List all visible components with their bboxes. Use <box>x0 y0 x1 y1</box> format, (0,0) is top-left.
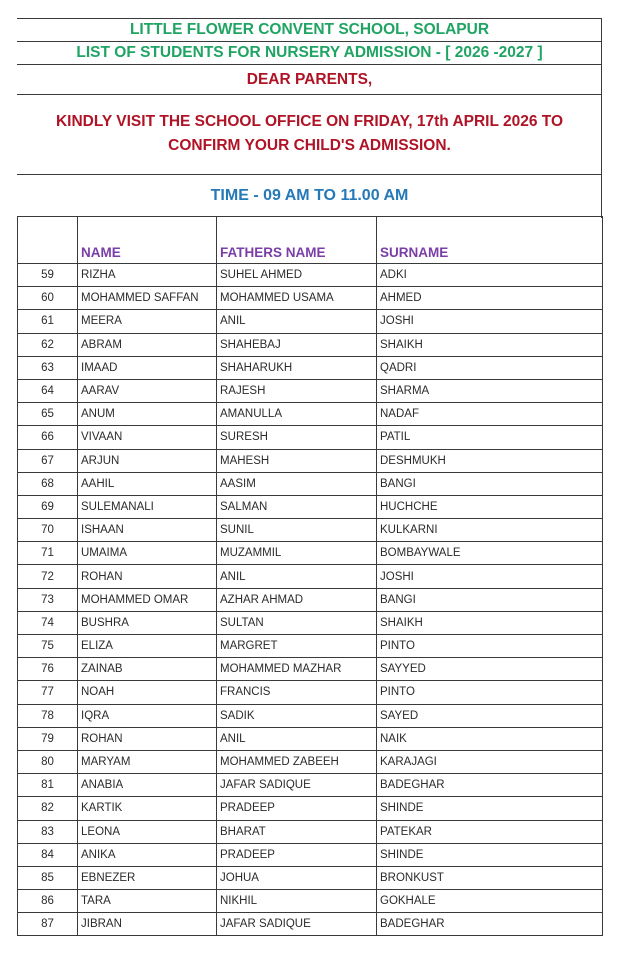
table-row <box>18 310 603 333</box>
student-name: TARA <box>78 890 217 913</box>
table-row <box>18 356 603 379</box>
surname: SAYED <box>377 704 603 727</box>
serial-number: 60 <box>18 287 78 310</box>
student-table <box>17 216 603 936</box>
serial-number: 83 <box>18 820 78 843</box>
student-name: NOAH <box>78 681 217 704</box>
serial-number: 74 <box>18 611 78 634</box>
divider <box>17 41 602 42</box>
serial-number: 66 <box>18 426 78 449</box>
surname: SAYYED <box>377 658 603 681</box>
fathers-name: SHAHEBAJ <box>217 333 377 356</box>
student-name: MARYAM <box>78 750 217 773</box>
school-name: LITTLE FLOWER CONVENT SCHOOL, SOLAPUR <box>129 21 490 38</box>
student-name: MEERA <box>78 310 217 333</box>
student-name: BUSHRA <box>78 611 217 634</box>
serial-number: 75 <box>18 635 78 658</box>
fathers-name: MOHAMMED USAMA <box>217 287 377 310</box>
table-row <box>18 890 603 913</box>
serial-number: 68 <box>18 472 78 495</box>
surname: BRONKUST <box>377 866 603 889</box>
table-row <box>18 519 603 542</box>
student-name: MOHAMMED OMAR <box>78 588 217 611</box>
fathers-name: SALMAN <box>217 495 377 518</box>
divider <box>17 18 602 19</box>
surname: JOSHI <box>377 565 603 588</box>
fathers-name: RAJESH <box>217 379 377 402</box>
divider <box>17 174 602 175</box>
column-header-serial <box>18 217 78 264</box>
surname: SHAIKH <box>377 611 603 634</box>
fathers-name: PRADEEP <box>217 797 377 820</box>
table-row <box>18 449 603 472</box>
surname: KARAJAGI <box>377 750 603 773</box>
table-row <box>18 727 603 750</box>
fathers-name: ANIL <box>217 565 377 588</box>
column-header-name: NAME <box>78 217 217 264</box>
fathers-name: JOHUA <box>217 866 377 889</box>
table-header-row <box>18 217 603 264</box>
student-name: VIVAAN <box>78 426 217 449</box>
table-row <box>18 820 603 843</box>
student-name: ISHAAN <box>78 519 217 542</box>
fathers-name: SULTAN <box>217 611 377 634</box>
student-name: EBNEZER <box>78 866 217 889</box>
serial-number: 81 <box>18 774 78 797</box>
table-row <box>18 287 603 310</box>
fathers-name: BHARAT <box>217 820 377 843</box>
serial-number: 62 <box>18 333 78 356</box>
table-row <box>18 681 603 704</box>
column-header-fathers-name: FATHERS NAME <box>217 217 377 264</box>
table-row <box>18 403 603 426</box>
fathers-name: PRADEEP <box>217 843 377 866</box>
fathers-name: SUNIL <box>217 519 377 542</box>
fathers-name: JAFAR SADIQUE <box>217 913 377 936</box>
greeting: DEAR PARENTS, <box>246 71 373 88</box>
fathers-name: AZHAR AHMAD <box>217 588 377 611</box>
table-row <box>18 658 603 681</box>
student-name: JIBRAN <box>78 913 217 936</box>
fathers-name: MOHAMMED MAZHAR <box>217 658 377 681</box>
surname: HUCHCHE <box>377 495 603 518</box>
table-row <box>18 565 603 588</box>
fathers-name: MOHAMMED ZABEEH <box>217 750 377 773</box>
fathers-name: SURESH <box>217 426 377 449</box>
fathers-name: FRANCIS <box>217 681 377 704</box>
fathers-name: SADIK <box>217 704 377 727</box>
serial-number: 85 <box>18 866 78 889</box>
student-name: KARTIK <box>78 797 217 820</box>
student-name: ANIKA <box>78 843 217 866</box>
fathers-name: ANIL <box>217 727 377 750</box>
serial-number: 63 <box>18 356 78 379</box>
table-row <box>18 913 603 936</box>
surname: PINTO <box>377 681 603 704</box>
table-row <box>18 542 603 565</box>
surname: PATEKAR <box>377 820 603 843</box>
student-name: RIZHA <box>78 264 217 287</box>
surname: SHINDE <box>377 843 603 866</box>
notice-line-1: KINDLY VISIT THE SCHOOL OFFICE ON FRIDAY, 17th APRIL 2026 TO <box>55 113 564 130</box>
serial-number: 69 <box>18 495 78 518</box>
serial-number: 64 <box>18 379 78 402</box>
surname: BOMBAYWALE <box>377 542 603 565</box>
table-row <box>18 264 603 287</box>
surname: DESHMUKH <box>377 449 603 472</box>
table-row <box>18 472 603 495</box>
table-row <box>18 611 603 634</box>
table-row <box>18 635 603 658</box>
table-row <box>18 866 603 889</box>
student-name: MOHAMMED SAFFAN <box>78 287 217 310</box>
serial-number: 71 <box>18 542 78 565</box>
serial-number: 70 <box>18 519 78 542</box>
serial-number: 73 <box>18 588 78 611</box>
serial-number: 82 <box>18 797 78 820</box>
student-name: ZAINAB <box>78 658 217 681</box>
surname: GOKHALE <box>377 890 603 913</box>
fathers-name: MAHESH <box>217 449 377 472</box>
surname: PATIL <box>377 426 603 449</box>
table-row <box>18 495 603 518</box>
divider <box>17 94 602 95</box>
table-row <box>18 774 603 797</box>
table-row <box>18 704 603 727</box>
serial-number: 78 <box>18 704 78 727</box>
fathers-name: MUZAMMIL <box>217 542 377 565</box>
student-name: ROHAN <box>78 565 217 588</box>
surname: ADKI <box>377 264 603 287</box>
student-name: LEONA <box>78 820 217 843</box>
serial-number: 86 <box>18 890 78 913</box>
surname: NAIK <box>377 727 603 750</box>
serial-number: 79 <box>18 727 78 750</box>
serial-number: 61 <box>18 310 78 333</box>
serial-number: 80 <box>18 750 78 773</box>
serial-number: 65 <box>18 403 78 426</box>
student-name: ANABIA <box>78 774 217 797</box>
fathers-name: SUHEL AHMED <box>217 264 377 287</box>
student-name: AAHIL <box>78 472 217 495</box>
surname: AHMED <box>377 287 603 310</box>
table-row <box>18 797 603 820</box>
serial-number: 72 <box>18 565 78 588</box>
serial-number: 87 <box>18 913 78 936</box>
surname: QADRI <box>377 356 603 379</box>
list-title: LIST OF STUDENTS FOR NURSERY ADMISSION - [ 2026 -2027 ] <box>76 44 543 61</box>
notice-line-2: CONFIRM YOUR CHILD'S ADMISSION. <box>168 137 451 154</box>
table-row <box>18 379 603 402</box>
fathers-name: AASIM <box>217 472 377 495</box>
column-header-surname: SURNAME <box>377 217 603 264</box>
surname: PINTO <box>377 635 603 658</box>
table-row <box>18 750 603 773</box>
serial-number: 59 <box>18 264 78 287</box>
student-name: AARAV <box>78 379 217 402</box>
student-name: IQRA <box>78 704 217 727</box>
student-name: ROHAN <box>78 727 217 750</box>
student-name: IMAAD <box>78 356 217 379</box>
table-row <box>18 843 603 866</box>
surname: BANGI <box>377 472 603 495</box>
surname: BANGI <box>377 588 603 611</box>
surname: SHAIKH <box>377 333 603 356</box>
student-name: UMAIMA <box>78 542 217 565</box>
student-name: ARJUN <box>78 449 217 472</box>
serial-number: 84 <box>18 843 78 866</box>
divider <box>17 64 602 65</box>
fathers-name: MARGRET <box>217 635 377 658</box>
table-row <box>18 426 603 449</box>
student-name: ANUM <box>78 403 217 426</box>
serial-number: 77 <box>18 681 78 704</box>
student-name: ELIZA <box>78 635 217 658</box>
table-row <box>18 333 603 356</box>
student-name: SULEMANALI <box>78 495 217 518</box>
surname: JOSHI <box>377 310 603 333</box>
surname: BADEGHAR <box>377 913 603 936</box>
serial-number: 67 <box>18 449 78 472</box>
surname: NADAF <box>377 403 603 426</box>
surname: SHINDE <box>377 797 603 820</box>
time-info: TIME - 09 AM TO 11.00 AM <box>210 187 409 204</box>
student-name: ABRAM <box>78 333 217 356</box>
surname: KULKARNI <box>377 519 603 542</box>
fathers-name: AMANULLA <box>217 403 377 426</box>
fathers-name: NIKHIL <box>217 890 377 913</box>
table-row <box>18 588 603 611</box>
fathers-name: ANIL <box>217 310 377 333</box>
serial-number: 76 <box>18 658 78 681</box>
fathers-name: JAFAR SADIQUE <box>217 774 377 797</box>
surname: SHARMA <box>377 379 603 402</box>
fathers-name: SHAHARUKH <box>217 356 377 379</box>
surname: BADEGHAR <box>377 774 603 797</box>
